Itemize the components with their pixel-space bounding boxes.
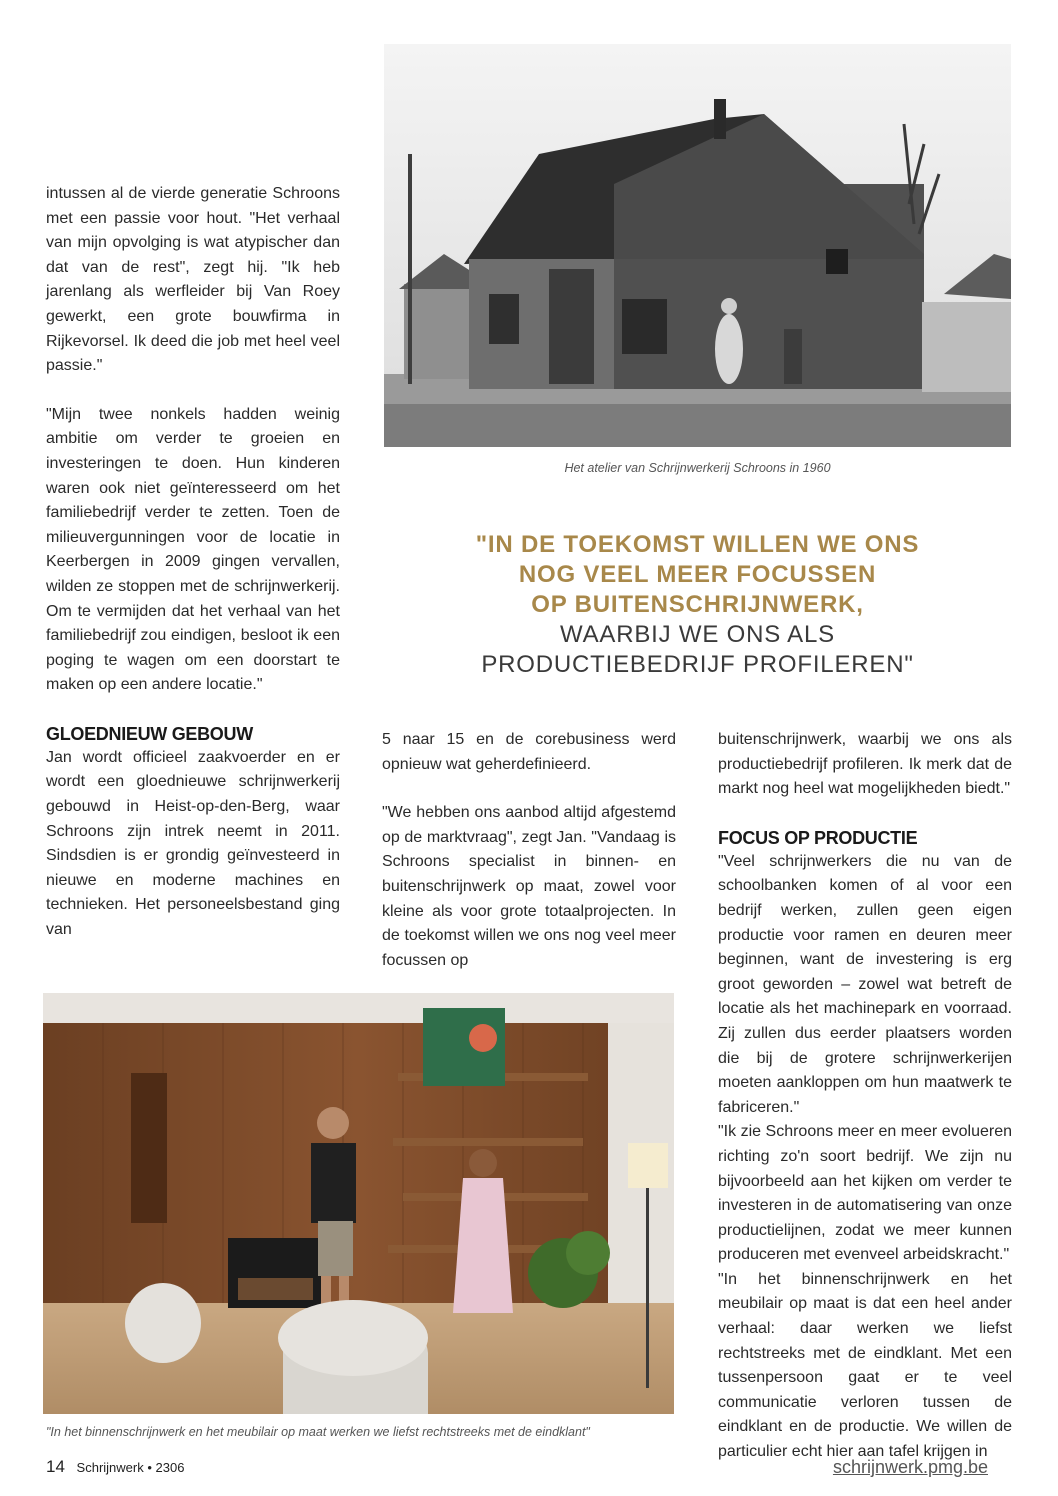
magazine-issue: Schrijnwerk • 2306 (76, 1460, 185, 1475)
article-column-left (46, 182, 340, 943)
atelier-1960-photo (384, 44, 1011, 447)
pull-quote-line: "IN DE TOEKOMST WILLEN WE ONS (475, 531, 920, 558)
website-link[interactable]: schrijnwerk.pmg.be (832, 1457, 988, 1477)
paragraph: "Veel schrijnwerkers die nu van de schoolbanken komen of al voor een bedrijf werken, zullen geen eigen productie voor ramen en deuren meer beginnen, want de investering is erg groot geworden – zowel wat betreft de locatie als het machinepark en voorraad. Zij zullen dus eerder plaatsers worden die bij de grotere schrijnwerkerijen moeten aankloppen om hun maatwerk te fabriceren." (718, 852, 1012, 1116)
photo-caption: "In het binnenschrijnwerk en het meubilair op maat werken we liefst rechtstreeks met de eindklant" (46, 1425, 590, 1439)
paragraph: Jan wordt officieel zaakvoerder en er wordt een gloednieuwe schrijnwerkerij gebouwd in Heist-op-den-Berg, waar Schroons zijn intrek neemt in 2011. Sindsdien is er grondig geïnvesteerd in nieuwe en moderne machines en technieken. Het personeelsbestand ging van (46, 748, 340, 939)
paragraph: "Mijn twee nonkels hadden weinig ambitie om verder te groeien en investeringen te doen. Hun kinderen waren ook niet geïnteresseerd om het familiebedrijf verder te zetten. Toen de milieuvergunningen voor de locatie in Keerbergen in 2009 gingen vervallen, wilden ze stoppen met de schrijnwerkerij. Om te vermijden dat het verhaal van het familiebedrijf zou eindigen, besloot ik een poging te wagen om een doorstart te maken op een andere locatie." (46, 405, 340, 694)
page-number: 14 (46, 1457, 65, 1476)
pull-quote (420, 530, 975, 680)
article-column-right (718, 728, 1012, 1465)
pull-quote-line: WAARBIJ WE ONS ALS (560, 621, 835, 648)
paragraph: buitenschrijnwerk, waarbij we ons als productiebedrijf profileren. Ik merk dat de markt nog heel wat mogelijkheden biedt." (718, 731, 1012, 798)
article-column-middle (382, 728, 676, 973)
paragraph: 5 naar 15 en de corebusiness werd opnieuw wat geherdefinieerd. (382, 731, 676, 773)
paragraph: "We hebben ons aanbod altijd afgestemd op de marktvraag", zegt Jan. "Vandaag is Schroons specialist in binnen- en buitenschrijnwerk op maat, zowel voor kleine als voor grote totaalprojecten. In de toekomst willen we ons nog veel meer focussen op (382, 804, 676, 969)
interior-photo (43, 993, 674, 1414)
footer-left (46, 1457, 184, 1477)
section-heading: FOCUS OP PRODUCTIE (718, 827, 918, 848)
pull-quote-line: PRODUCTIEBEDRIJF PROFILEREN" (481, 651, 914, 678)
pull-quote-line: OP BUITENSCHRIJNWERK, (531, 591, 864, 618)
section-heading: GLOEDNIEUW GEBOUW (46, 723, 253, 744)
photo-caption: Het atelier van Schrijnwerkerij Schroons in 1960 (564, 461, 831, 475)
paragraph: "Ik zie Schroons meer en meer evolueren richting zo'n soort bedrijf. We zijn nu bijvoorbeeld aan het kijken om verder te investeren in de automatisering van onze productielijnen, zodat we meer kunnen produceren met evenveel arbeidskracht." (718, 1123, 1012, 1264)
paragraph: intussen al de vierde generatie Schroons met een passie voor hout. "Het verhaal van mijn opvolging is wat atypischer dan dat van de rest", zegt hij. "Ik heb jarenlang als werfleider bij Van Roey gewerkt, een grote bouwfirma in Rijkevorsel. Ik deed die job met heel veel passie." (46, 185, 340, 375)
paragraph: "In het binnenschrijnwerk en het meubilair op maat is dat een heel ander verhaal: daar werken we liefst rechtstreeks met de eindklant. Met een tussenpersoon gaat er te veel communicatie verloren tussen de eindklant en de productie. We willen de particulier echt hier aan tafel krijgen in (718, 1270, 1012, 1461)
pull-quote-line: NOG VEEL MEER FOCUSSEN (518, 561, 877, 588)
